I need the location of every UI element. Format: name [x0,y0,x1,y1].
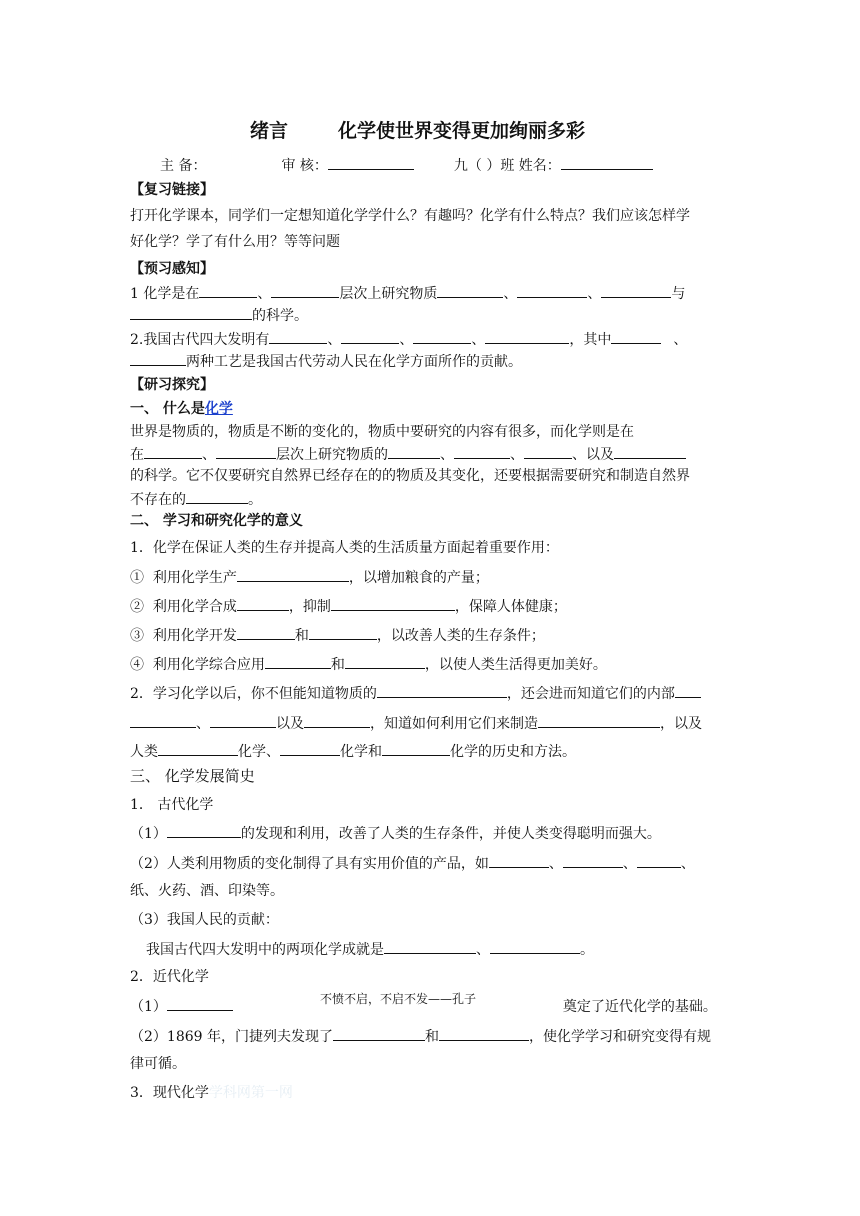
blank[interactable] [167,996,233,1011]
meta-row [160,155,653,176]
s3-ancient-2-cont: 纸、火药、酒、印染等。 [130,883,284,899]
s3-ancient-1 [130,823,661,844]
blank[interactable] [675,683,701,698]
text: 、 [257,286,272,302]
blank[interactable] [382,741,450,756]
class-name-label: 九（ ）班 姓名： [453,158,561,174]
preview-item-2 [130,329,687,350]
s2-intro: 1．化学在保证人类的生存并提高人类的生活质量方面起着重要作用： [130,540,559,556]
blank[interactable] [611,329,661,344]
text: 、 [622,856,637,872]
text: 层次上研究物质 [339,286,438,302]
blank[interactable] [384,939,476,954]
text: 层次上研究物质的 [276,447,388,463]
s1-para-line-3: 的科学。它不仅要研究自然界已经存在的的物质及其变化，还要根据需要研究和制造自然界 [130,468,690,484]
item-number: ③ [130,628,144,644]
text: 。 [580,942,594,958]
text: （1） [130,826,167,842]
text: 1 化学是在 [130,286,200,302]
text: 与 [671,286,686,302]
review-line-2: 好化学？学了有什么用？等等问题 [130,234,340,250]
s2-item-2 [130,596,567,617]
s2-point-2-line-2 [130,713,702,734]
text: 、 [510,447,524,463]
section-2-heading: 二、 学习和研究化学的意义 [130,513,303,529]
text: 我国古代四大发明中的两项化学成就是 [146,942,384,958]
text: 两种工艺是我国古代劳动人民在化学方面所作的贡献。 [186,354,522,370]
blank[interactable] [269,329,327,344]
blank[interactable] [388,444,440,459]
text: （1） [130,999,167,1015]
text: 3．现代化学 [130,1085,209,1101]
blank[interactable] [563,853,623,868]
blank[interactable] [489,853,549,868]
blank[interactable] [331,596,455,611]
s2-item-4 [130,654,607,675]
text: 一、 什么是 [130,401,205,417]
text: 奠定了近代化学的基础。 [562,999,717,1015]
text: 、 [471,332,486,348]
s3-ancient-2 [130,853,695,874]
text: ，以增加粮食的产量； [348,570,489,586]
text: 、 [327,332,342,348]
text: 化学和 [340,744,382,760]
preview-item-2-cont [130,351,522,372]
blank[interactable] [345,654,425,669]
s1-para-line-4 [130,489,262,510]
blank[interactable] [439,1026,529,1041]
text: 不存在的 [130,492,186,508]
text: 在 [130,447,144,463]
s3-ancient: 1． 古代化学 [130,797,214,813]
zhubei-label: 主 备： [160,158,207,174]
watermark-text: 学科网第一网 [208,1085,293,1101]
blank[interactable] [490,939,580,954]
item-number: ① [130,570,144,586]
review-line-1: 打开化学课本，同学们一定想知道化学学什么？有趣吗？化学有什么特点？我们应该怎样学 [130,208,690,224]
blank[interactable] [130,351,186,366]
blank[interactable] [485,329,569,344]
item-number: ② [130,599,144,615]
name-blank[interactable] [561,155,653,170]
title-part2: 化学使世界变得更加绚丽多彩 [338,120,586,142]
heading-preview: 【预习感知】 [130,261,214,277]
text: 利用化学开发 [152,628,237,644]
heading-review: 【复习链接】 [130,182,214,198]
text: ，其中 [569,332,612,348]
s1-para-line-1: 世界是物质的，物质是不断的变化的，物质中要研究的内容有很多，而化学则是在 [130,424,634,440]
blank[interactable] [237,567,349,582]
blank[interactable] [144,444,202,459]
blank[interactable] [377,683,507,698]
blank[interactable] [216,444,276,459]
blank[interactable] [538,713,660,728]
s3-modern-2-cont: 律可循。 [130,1056,186,1072]
blank[interactable] [524,444,572,459]
text: 2．学习化学以后，你不但能知道物质的 [130,686,377,702]
text: ，以使人类生活得更加美好。 [424,657,607,673]
blank[interactable] [199,283,257,298]
s2-item-3 [130,625,545,646]
text: ，还会进而知道它们的内部 [506,686,675,702]
text: 、 [202,447,216,463]
blank[interactable] [130,305,252,320]
text: 的科学。 [252,308,308,324]
blank[interactable] [413,329,471,344]
text: 、 [673,332,688,348]
blank[interactable] [601,283,671,298]
text: 、 [587,286,602,302]
blank[interactable] [237,596,289,611]
blank[interactable] [309,625,377,640]
text: ，以改善人类的生存条件； [376,628,545,644]
preview-item-1 [130,283,685,304]
blank[interactable] [437,283,503,298]
item-number: ④ [130,657,144,673]
blank[interactable] [130,713,196,728]
text: 化学、 [238,744,280,760]
s3-modern-2 [130,1026,711,1047]
s1-para-line-2 [130,444,686,465]
blank[interactable] [637,853,681,868]
text: 利用化学生产 [152,570,237,586]
blank[interactable] [186,489,248,504]
text: 2.我国古代四大发明有 [130,332,270,348]
page-title [250,116,585,143]
blank[interactable] [333,1026,425,1041]
blank[interactable] [237,625,295,640]
blank[interactable] [454,444,510,459]
preview-item-1-cont [130,305,308,326]
shenhe-label: 审 核： [281,158,328,174]
text: 和 [425,1029,439,1045]
section-1-heading [130,399,233,419]
s3-modern: 2．近代化学 [130,969,209,985]
section-3-heading: 三、 化学发展简史 [130,767,255,785]
blank[interactable] [517,283,587,298]
text: （2）1869 年，门捷列夫发现了 [130,1029,333,1045]
chemistry-link[interactable]: 化学 [204,401,233,417]
text: 、 [476,942,490,958]
text: 的发现和利用，改善了人类的生存条件，并使人类变得聪明而强大。 [240,826,661,842]
text: 、以及 [572,447,614,463]
s3-contemporary [130,1083,293,1103]
blank[interactable] [158,741,238,756]
blank[interactable] [271,283,339,298]
confucius-quote: 不愤不启，不启不发——孔子 [320,992,477,1006]
blank[interactable] [341,329,399,344]
shenhe-blank[interactable] [328,155,414,170]
text: （2）人类利用物质的变化制得了具有实用价值的产品，如 [130,856,489,872]
blank[interactable] [167,823,241,838]
text: ，使化学学习和研究变得有规 [529,1029,711,1045]
text: 人类 [130,744,158,760]
text: 利用化学合成 [152,599,237,615]
text: ，知道如何利用它们来制造 [370,716,538,732]
text: 、 [399,332,414,348]
text: 、 [548,856,563,872]
blank[interactable] [265,654,331,669]
text: 以及 [276,716,304,732]
s3-ancient-3-cont [146,939,594,960]
text: 和 [294,628,309,644]
title-part1: 绪言 [250,120,289,142]
text: 和 [330,657,345,673]
s2-item-1 [130,567,489,588]
text: ，抑制 [288,599,331,615]
text: 化学的历史和方法。 [450,744,576,760]
blank[interactable] [280,741,340,756]
text: 利用化学综合应用 [152,657,265,673]
blank[interactable] [304,713,370,728]
text: ，保障人体健康； [454,599,567,615]
text: 、 [440,447,454,463]
blank[interactable] [210,713,276,728]
s2-point-2-line-1 [130,683,701,704]
blank[interactable] [614,444,686,459]
text: 、 [680,856,695,872]
s2-point-2-line-3 [130,741,576,762]
text: ，以及 [660,716,702,732]
s3-ancient-3: （3）我国人民的贡献： [130,912,279,928]
text: 。 [248,492,262,508]
text: 、 [196,716,210,732]
text: 、 [503,286,518,302]
heading-research: 【研习探究】 [130,377,214,393]
